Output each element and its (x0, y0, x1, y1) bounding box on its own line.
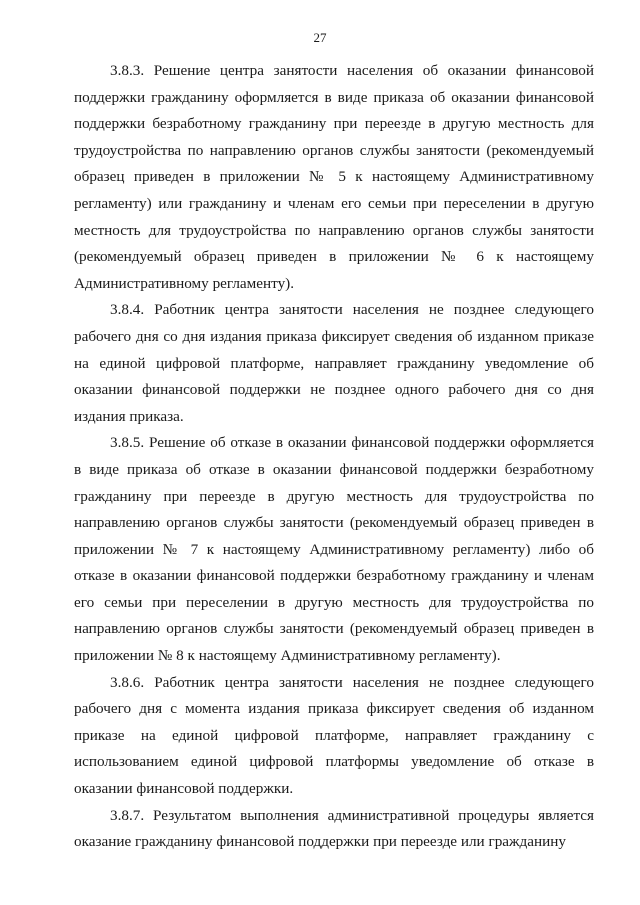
paragraph-3-8-7: 3.8.7. Результатом выполнения административной процедуры является оказание гражданину финансовой поддержки при переезде или гражданину (74, 806, 594, 851)
paragraph-3-8-6: 3.8.6. Работник центра занятости населения не позднее следующего рабочего дня с момента издания приказа фиксирует сведения об изданном приказе на единой цифровой платформе, направляет гражданину с использованием единой цифровой платформы уведомление об отказе в оказании финансовой поддержки. (74, 673, 594, 798)
document-body (74, 58, 594, 856)
paragraph-3-8-4: 3.8.4. Работник центра занятости населения не позднее следующего рабочего дня со дня издания приказа фиксирует сведения об изданном приказе на единой цифровой платформе, направляет гражданину уведомление об оказании финансовой поддержки не позднее одного рабочего дня со дня издания приказа. (74, 301, 594, 425)
page-number: 27 (313, 30, 327, 45)
paragraph-3-8-3: 3.8.3. Решение центра занятости населения об оказании финансовой поддержки гражданину оформляется в виде приказа об оказании финансовой поддержки безработному гражданину при переезде в другую местность для трудоустройства по направлению органов службы занятости (рекомендуемый образец приведен в приложении № 5 к настоящему Административному регламенту) или гражданину и членам его семьи при переселении в другую местность для трудоустройства по направлению органов службы занятости (рекомендуемый образец приведен в приложении № 6 к настоящему Административному регламенту). (74, 62, 594, 292)
paragraph-3-8-5: 3.8.5. Решение об отказе в оказании финансовой поддержки оформляется в виде приказа об отказе в оказании финансовой поддержки безработному гражданину при переезде в другую местность для трудоустройства по направлению органов службы занятости (рекомендуемый образец приведен в приложении № 7 к настоящему Административному регламенту) либо об отказе в оказании финансовой поддержки безработному гражданину и членам его семьи при переселении в другую местность для трудоустройства по направлению органов службы занятости (рекомендуемый образец приведен в приложении № 8 к настоящему Административному регламенту). (74, 434, 594, 665)
